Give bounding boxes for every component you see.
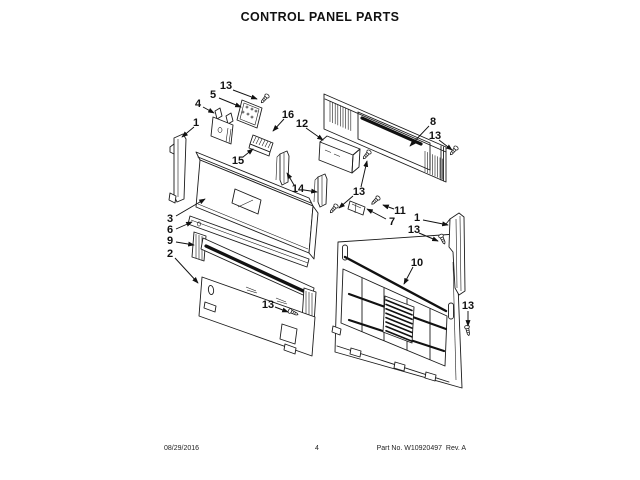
callout-number: 1 xyxy=(192,117,200,129)
screw-icon xyxy=(260,93,270,104)
callout-number: 5 xyxy=(209,89,217,101)
callout-leader-line xyxy=(304,190,317,192)
callout-number: 12 xyxy=(295,118,309,130)
callout-leader-line xyxy=(383,205,394,209)
screw-icon xyxy=(464,325,471,336)
callout-leader-line xyxy=(176,222,192,229)
callout-number: 4 xyxy=(194,98,202,110)
callout-number: 10 xyxy=(410,257,424,269)
part-retainer-clip xyxy=(348,201,365,215)
callout-leader-line xyxy=(233,90,257,99)
screw-icon xyxy=(362,149,372,160)
callout-number: 9 xyxy=(166,235,174,247)
callout-leader-line xyxy=(219,98,241,107)
part-display-connector xyxy=(249,135,273,156)
page-title: CONTROL PANEL PARTS xyxy=(240,10,400,24)
screw-icon xyxy=(370,195,381,206)
callout-number: 15 xyxy=(231,155,245,167)
callout-leader-line xyxy=(361,161,367,187)
callout-number: 1 xyxy=(413,212,421,224)
footer-part-number: Part No. W10920497 Rev. A xyxy=(376,445,466,452)
callout-number: 7 xyxy=(388,216,396,228)
callout-number: 6 xyxy=(166,224,174,236)
callout-leader-line xyxy=(175,258,198,283)
callout-leader-line xyxy=(423,220,448,225)
callout-number: 8 xyxy=(429,116,437,128)
part-rear-panel xyxy=(332,234,462,388)
callout-number: 13 xyxy=(428,130,442,142)
callout-leader-line xyxy=(306,128,323,140)
callout-number: 2 xyxy=(166,248,174,260)
screw-icon xyxy=(329,203,339,214)
callout-number: 13 xyxy=(407,224,421,236)
callout-number: 13 xyxy=(219,80,233,92)
footer-page-number: 4 xyxy=(315,445,319,452)
callout-number: 13 xyxy=(352,186,366,198)
callout-number: 13 xyxy=(461,300,475,312)
callout-leader-line xyxy=(203,107,214,113)
part-side-trim-left xyxy=(169,134,186,203)
callout-number: 13 xyxy=(261,299,275,311)
callout-leader-line xyxy=(367,209,386,219)
callout-leader-line xyxy=(176,242,194,245)
callout-leader-line xyxy=(243,149,253,157)
callout-number: 3 xyxy=(166,213,174,225)
screw-icon xyxy=(449,145,459,156)
part-bracket-clip xyxy=(211,108,233,144)
footer-date: 08/29/2016 xyxy=(164,445,200,452)
callout-number: 11 xyxy=(394,205,406,217)
callout-number: 16 xyxy=(281,109,295,121)
part-mounting-plate xyxy=(237,100,262,128)
callout-number: 14 xyxy=(291,183,305,195)
